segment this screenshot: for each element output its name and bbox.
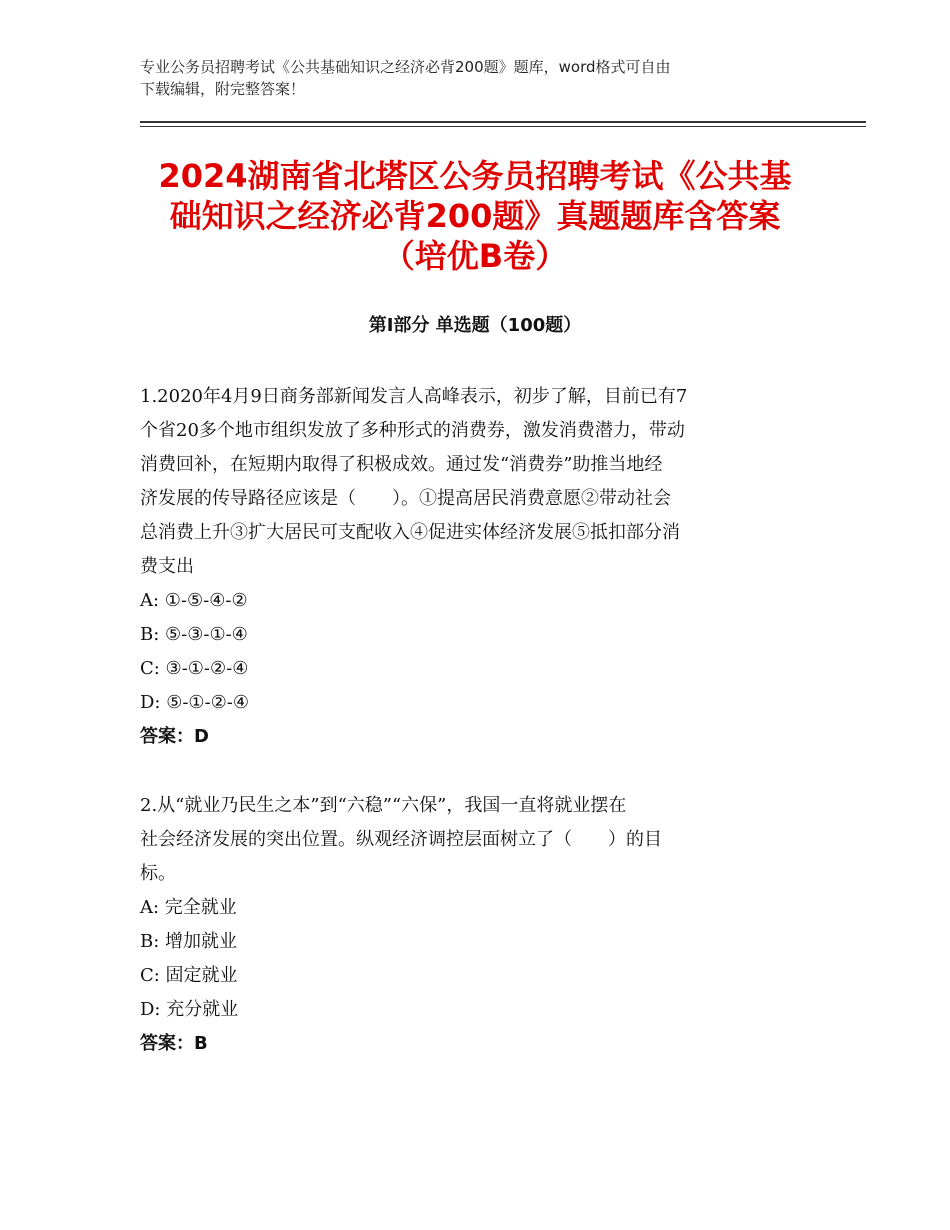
document-title <box>110 156 840 276</box>
section-heading: 第Ⅰ部分 单选题（100题） <box>368 315 582 336</box>
question-text-line: 个省20多个地市组织发放了多种形式的消费券，激发消费潜力，带动 <box>140 420 685 441</box>
answer-line: 答案：B <box>140 1033 208 1054</box>
question-text-line: 总消费上升③扩大居民可支配收入④促进实体经济发展⑤抵扣部分消 <box>140 522 680 543</box>
question-text-line: 1.2020年4月9日商务部新闻发言人高峰表示，初步了解，目前已有7 <box>140 386 688 407</box>
header-divider-thick <box>140 121 866 123</box>
option-a: A: ①-⑤-④-② <box>140 590 248 611</box>
header-divider-thin <box>140 126 866 127</box>
question-text-line: 济发展的传导路径应该是（ ）。①提高居民消费意愿②带动社会 <box>140 488 671 509</box>
answer-line: 答案：D <box>140 726 209 747</box>
header-note-line: 下载编辑，附完整答案！ <box>140 80 306 98</box>
question-text-line: 消费回补，在短期内取得了积极成效。通过发“消费券”助推当地经 <box>140 454 663 475</box>
option-d: D: ⑤-①-②-④ <box>140 692 250 713</box>
question-block <box>140 380 840 754</box>
option-b: B: 增加就业 <box>140 931 238 952</box>
question-text-line: 费支出 <box>140 556 194 577</box>
question-text-line: 社会经济发展的突出位置。纵观经济调控层面树立了（ ）的目 <box>140 829 662 850</box>
option-c: C: 固定就业 <box>140 965 238 986</box>
header-note-line: 专业公务员招聘考试《公共基础知识之经济必背200题》题库，word格式可自由 <box>140 58 671 76</box>
title-line: （培优B卷） <box>382 237 568 275</box>
header-note <box>140 56 820 100</box>
option-a: A: 完全就业 <box>140 897 237 918</box>
title-line: 2024湖南省北塔区公务员招聘考试《公共基 <box>158 157 792 195</box>
question-text-line: 标。 <box>140 863 176 884</box>
title-line: 础知识之经济必背200题》真题题库含答案 <box>169 197 781 235</box>
question-block <box>140 789 840 1061</box>
option-d: D: 充分就业 <box>140 999 239 1020</box>
question-text-line: 2.从“就业乃民生之本”到“六稳”“六保”，我国一直将就业摆在 <box>140 795 627 816</box>
option-b: B: ⑤-③-①-④ <box>140 624 248 645</box>
option-c: C: ③-①-②-④ <box>140 658 249 679</box>
